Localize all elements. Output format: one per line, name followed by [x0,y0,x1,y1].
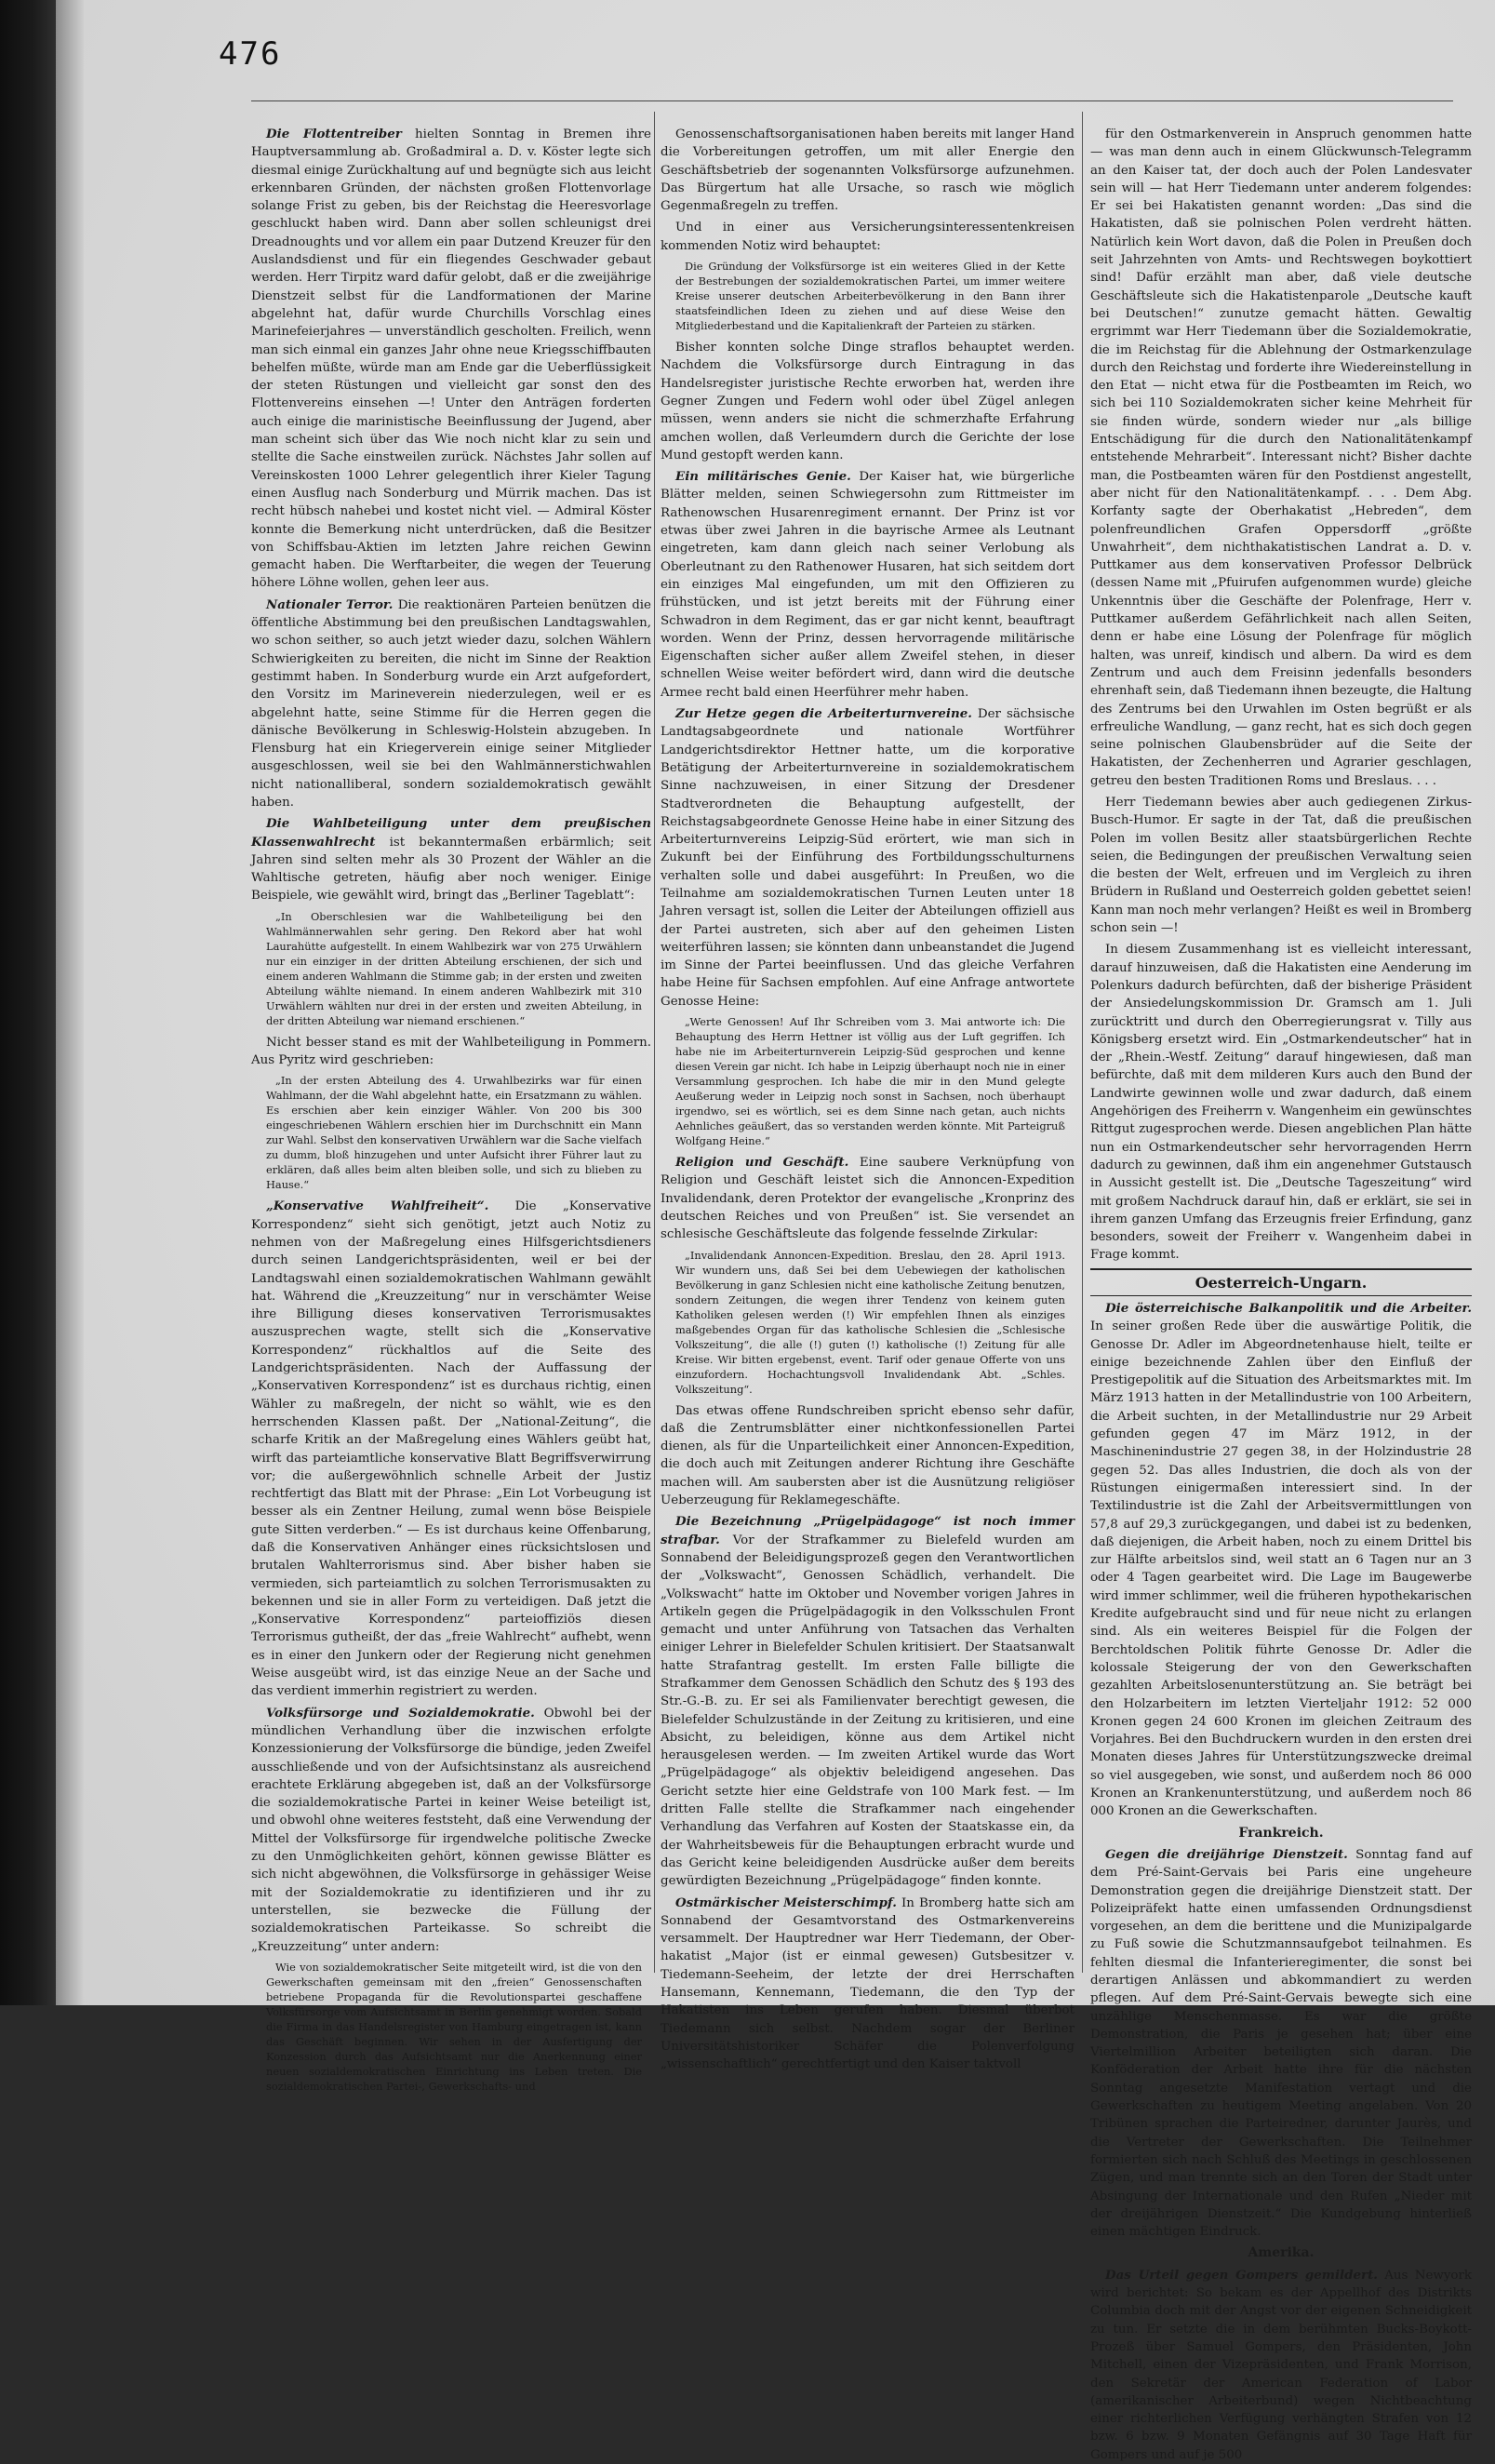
article-heading: Zur Hetze gegen die Arbeiterturnvereine. [675,706,972,722]
article-text: Nicht besser stand es mit der Wahlbeteiligung in Pommern. Aus Pyritz wird geschrieben: [251,1035,651,1068]
page-shadow-edge [56,0,84,2005]
column-middle [661,126,1075,2072]
article-text: In Bromberg hatte sich am Sonnabend der Gesamtvorstand des Ostmarkenvereins versammelt. Der Hauptredner war Herr Tiedemann, der Ober-hakatist „Major (ist er einmal gewesen) Gutsbesitzer v. Tiedemann-Seeheim, der letzte der drei Herrschaften Hansemann, Kennemann, Tiedemann, die den Typ der Hakatisten ins Leben gerufen haben. Diesmal überbot Tiedemann sich selbst. Nachdem sogar der Berliner Universitätshistoriker Schäfer die Polenverfolgung „wissenschaftlich“ gerechtfertigt und den Kaiser taktvoll [661,1895,1075,2072]
article-text: In seiner großen Rede über die auswärtige Politik, die Genosse Dr. Adler im Abgeordnetenhause hielt, teilte er einige bezeichnende Zahlen über den Einfluß der Prestigepolitik auf die Situation des Arbeitsmarktes mit. Im März 1913 hatten in der Metallindustrie von 100 Arbeitern, die Arbeit suchten, in der Metallindustrie nur 29 Arbeit gefunden gegen 47 im März 1912, in der Maschinenindustrie 27 gegen 38, in der Holzindustrie 28 gegen 52. Das alles Industrien, die doch als von der Rüstungen einigermaßen interessiert sind. In der Textilindustrie ist die Zahl der Arbeitsvermittlungen von 57,8 auf 29,3 zurückgegangen, und dabei ist zu bedenken, daß diejenigen, die Arbeit haben, noch zu einem Drittel bis zur Hälfte arbeitslos sind, weil statt an 6 Tagen nur an 3 oder 4 Tagen gearbeitet wird. Die Lage im Baugewerbe wird immer schlimmer, weil die früheren hypothekarischen Kredite aufgebraucht sind und für neue nicht zu erlangen sind. Als ein weiteres Beispiel für die Folgen der Berchtoldschen Politik führte Genosse Dr. Adler die kolossale Steigerung der von den Gewerkschaften gezahlten Arbeitslosenunterstützung an. Sie beträgt bei den Holzarbeitern im letzten Vierteljahr 1912: 52 000 Kronen gegen 24 600 Kronen im gleichen Zeitraum des Vorjahres. Bei den Buchdruckern wurden in den ersten drei Monaten dieses Jahres für Unterstützungszwecke dreimal so viel ausgegeben, wie sonst, und außerdem noch 86 000 Kronen an Krankenunterstützung, und außerdem noch 86 000 Kronen an die Gewerkschaften. [1090,1319,1472,1819]
article-heading: Volksfürsorge und Sozialdemokratie. [266,1705,535,1721]
column-left [251,126,652,2093]
article-heading: „Konservative Wahlfreiheit“. [266,1199,489,1214]
article-militaerisches-genie [661,468,1075,702]
quote-block: „In Oberschlesien war die Wahlbeteiligung bei den Wahlmännerwahlen sehr gering. Den Rekord aber hat wohl Laurahütte aufgestellt. In einem Wahlbezirk war von 275 Urwählern nur ein einziger in der dritten Abteilung erschienen, der sich und einem anderen Wahlmann die Stimme gab; in der ersten und zweiten Abteilung wählte niemand. In einem anderen Wahlbezirk mit 310 Urwählern wählten nur drei in der ersten und zweiten Abteilung, in der dritten Abteilung war niemand erschienen.“ [266,909,642,1027]
article-text: Aus Newyork wird berichtet: So bekam es der Appellhof des Distrikts Columbia doch mit der Angst vor der eigenen Schneidigkeit zu tun. Er setzte die in dem berühmten Bucks-Boykott-Prozeß über Samuel Gompers, den Präsidenten, John Mitchell, einen der Vizepräsidenten, und Frank Morrison, den Sekretär der American Federation of Labor (amerikanischer Arbeiterbund) wegen Nichtbeachtung einer richterlichen Verfügung verhängten Strafen von 12 bzw. 6 bzw. 9 Monaten Gefängnis auf 30 Tage Haft für Gompers und auf je 500 [1090,2268,1473,2462]
quote-block: „In der ersten Abteilung des 4. Urwahlbezirks war für einen Wahlmann, der die Wahl abgelehnt hatte, ein Ersatzmann zu wählen. Es erschien aber kein einziger Wähler. Von 200 bis 300 eingeschriebenen Wählern erschien hier im Durchschnitt ein Mann zur Wahl. Selbst den konservativen Urwählern war die Sache vielfach zu dumm, bloß hinzugehen und unter Aufsicht ihrer Führer laut zu erklären, daß alles beim alten bleiben solle, und sich zu blieben zu Hause.“ [266,1074,642,1192]
article-text: Genossenschaftsorganisationen haben bereits mit langer Hand die Vorbereitungen getroffen, um mit aller Energie den Geschäftsbetrieb der sogenannten Volksfürsorge aufzunehmen. Das Bürgertum hat alle Ursache, so rasch wie möglich Gegenmaßregeln zu treffen. [661,127,1075,214]
quote-block: „Invalidendank Annoncen-Expedition. Breslau, den 28. April 1913. Wir wundern uns, daß Sei bei dem Uebewiegen der katholischen Bevölkerung in ganz Schlesien nicht eine katholische Zeitung benutzen, sondern Zeitungen, die wegen ihrer Tendenz von keinem guten Katholiken gelesen werden (!) Wir empfehlen Ihnen als einziges maßgebendes Organ für das katholische Schlesien die „Schlesische Volkszeitung“, die alle (!) guten (!) katholische (!) Zeitung für alle Kreise. Wir bitten ergebenst, event. Tarif oder genaue Offerte von uns einzufordern. Hochachtungsvoll Invalidendank Abt. „Schles. Volkszeitung“. [675,1248,1065,1396]
article-text: ist bekanntermaßen erbärmlich; seit Jahren sind selten mehr als 30 Prozent der Wähler an die Wahltische getreten, häufig aber noch weniger. Einige Beispiele, wie gewählt wird, bringt das „Berliner Tageblatt“: [251,835,651,904]
article-text: Der Kaiser hat, wie bürgerliche Blätter melden, seinen Schwiegersohn zum Rittmeister im Rathenowschen Husarenregiment ernannt. Der Prinz ist vor etwas über zwei Jahren in die bayrische Armee als Leutnant eingetreten, kam dann gleich nach seiner Verlobung als Oberleutnant zu den Rathenower Husaren, hat sich seitdem dort ein einziges Mal eingefunden, um mit den Offizieren zu frühstücken, und ist jetzt bereits mit der Führung einer Schwadron in dem Regiment, das er gar nicht kennt, beauftragt worden. Wenn der Prinz, dessen hervorragende militärische Eigenschaften sicher außer allem Zweifel stehen, in dieser schnellen Weise weiter befördert wird, dann wird die deutsche Armee recht bald einen Heerführer mehr haben. [661,470,1075,700]
quote-block: Die Gründung der Volksfürsorge ist ein weiteres Glied in der Kette der Bestrebungen der sozialdemokratischen Partei, um immer weitere Kreise unserer deutschen Arbeiterbevölkerung in den Bann ihrer staatsfeindlichen Ideen zu ziehen und auf diese Weise den Mitgliederbestand und die Kapitalienkraft der Parteien zu stärken. [675,260,1065,333]
article-heading: Das Urteil gegen Gompers gemildert. [1105,2267,1378,2283]
article-text: Das etwas offene Rundschreiben spricht ebenso sehr dafür, daß die Zentrumsblätter einer nichtkonfessionellen Partei dienen, als für die Unparteilichkeit einer Annoncen-Expedition, die doch auch mit Zeitungen anderer Richtung ihre Geschäfte machen will. Am saubersten aber ist die Ausnützung religiöser Ueberzeugung für Reklamegeschäfte. [661,1403,1075,1508]
article-text: für den Ostmarkenverein in Anspruch genommen hatte — was man denn auch in einem Glückwunsch-Telegramm an den Kaiser tat, der doch auch der Polen Landesvater sein will — hat Herr Tiedemann unter anderem folgendes: Er sei bei Hakatisten genannt worden: „Das sind die Hakatisten, daß sie polnischen Polen verdreht hätten. Natürlich kein Wort davon, daß die Polen in Preußen doch seit Jahrzehnten von Amts- und Rechtswegen boykottiert sind! Dafür erzählt man aber, daß viele deutsche Geschäftsleute sich die Hakatistenparole „Deutsche kauft bei Deutschen!“ zunutze gemacht hätten. Gewaltig ergrimmt war Herr Tiedemann über die Sozialdemokratie, die im Reichstag für die Ablehnung der Ostmarkenzulage durch den Reichstag und forderte ihre Wiedereinstellung in den Etat — nicht etwa für die Postbeamten im Reich, wo sich bei 110 Sozialdemokraten sicher keine Mehrheit für sie finden würde, sondern wieder nur „als billige Entschädigung für die durch den Nationalitätenkampf entstehende Mehrarbeit“. Interessant nicht? Bisher dachte man, die Postbeamten wären für den Postdienst angestellt, aber nicht für den Nationalitätenkampf. . . . Dem Abg. Korfanty sagte der Oberhakatist „Hebreden“, dem polenfreundlichen Grafen Oppersdorff „größte Unwahrheit“, dem nichthakatistischen Landrat a. D. v. Puttkamer aus dem konservativen Professor Delbrück (dessen Name mit „Pfuirufen aufgenommen wurde) gleiche Unkenntnis über die Geschäfte der Polenfrage, Herr v. Puttkamer außerdem Gefährlichkeit nach allen Seiten, denn er habe eine Lösung der Polenfrage für möglich halten, was unreif, kindisch und albern. Da wird es dem Zentrum und auch dem Freisinn jedenfalls besonders ehrenhaft sein, daß Tiedemann ihnen bezeugte, die Haltung des Zentrums bei den Urwahlen im Osten begrüßt er als erfreuliche Wandlung, — ganz recht, hat es sich doch gegen seine polnischen Glaubensbrüder auf die Seite der Hakatisten, der Zechenherren und Agrarier geschlagen, getreu den besten Traditionen Roms und Breslaus. . . . [1090,127,1472,788]
article-heading: Religion und Geschäft. [675,1155,849,1171]
article-heading: Die Wahlbeteiligung unter dem preußischen Klassenwahlrecht [251,816,651,850]
article-dienstzeit [1090,1846,1472,2242]
quote-block: Wie von sozialdemokratischer Seite mitgeteilt wird, ist die von den Gewerkschaften gemeinsam mit den „freien“ Genossenschaften betriebene Propaganda für die Revolutionspartei geschaffene Volksfürsorge vom Aufsichtsamt in Berlin genehmigt worden. Sobald die Firma in das Handelsregister von Hamburg eingetragen ist, kann das Geschäft beginnen. Wir sehen in der Ausfertigung der Konzession durch das Aufsichtsamt nur die Anerkennung einer neuen sozialdemokratischen Einrichtung ins Leben treten. Die sozialdemokratischen Partei-, Gewerkschafts- und [266,1960,642,2093]
article-pruegelpaedagoge [661,1513,1075,1890]
article-text: Der sächsische Landtagsabgeordnete und nationale Wortführer Landgerichtsdirektor Hettner hatte, um die korporative Betätigung der Arbeiterturnvereine in sozialdemokratischem Sinne nachzuweisen, in einer Sitzung der Dresdener Stadtverordneten die Behauptung aufgestellt, der Reichstagsabgeordnete Genosse Heine habe in einer Sitzung des Arbeiterturnvereins Leipzig-Süd erörtert, wie man sich in Zukunft bei der Einführung des Fortbildungsschulturnens verhalten solle und dabei ausgeführt: In Preußen, wo die Teilnahme am sozialdemokratischen Turnen Leuten unter 18 Jahren versagt ist, sollen die Leiter der Abteilungen offiziell aus der Partei austreten, sich aber auf den geheimen Listen weiterführen lassen; sie könnten dann unbeanstandet die Jugend im Sinne der Partei beeinflussen. Und das gleiche Verfahren habe Heine für Sachsen empfohlen. Auf eine Anfrage antwortete Genosse Heine: [661,707,1075,1009]
article-heading: Die Bezeichnung „Prügelpädagoge“ ist noch immer strafbar. [661,1514,1075,1547]
page-number: 476 [219,35,282,73]
article-text: In diesem Zusammenhang ist es vielleicht interessant, darauf hinzuweisen, daß die Hakatisten eine Aenderung im Polenkurs dadurch befürchten, daß der bisherige Präsident der Ansiedelungskommission Dr. Gramsch am 1. Juli zurücktritt und durch den Oberregierungsrat v. Tilly aus Königsberg ersetzt wird. Ein „Ostmarkendeutscher“ hat in der „Rhein.-Westf. Zeitung“ darauf hingewiesen, daß man befürchte, daß mit dem milderen Kurs auch den Bund der Landwirte gewinnen wolle und zwar dadurch, daß einem Angehörigen des Freiherrn v. Wangenheim ein gewünschtes Rittgut zugesprochen werde. Diesen angeblichen Plan hätte nun ein Ostmarkendeutscher sehr hervorragenden Herrn dadurch zu gewinnen, daß ihm ein angenehmer Gutstausch in Aussicht gestellt ist. Die „Deutsche Tageszeitung“ wird mit großem Nachdruck darauf hin, daß er erklärt, sie sei in ihrem ganzen Umfang das Erzeugnis freier Erfindung, ganz besonders, soweit der Freiherr v. Wangenheim dabei in Frage kommt. [1090,943,1472,1263]
article-gompers [1090,2267,1472,2464]
article-heading: Die Flottentreiber [266,127,402,141]
article-heading: Ostmärkischer Meisterschimpf. [675,1895,897,1910]
article-text: Sonntag fand auf dem Pré-Saint-Gervais bei Paris eine ungeheure Demonstration gegen die dreijährige Dienstzeit statt. Der Polizeipräfekt hatte einen umfassenden Ordnungsdienst vorgesehen, an dem die berittene und die Munizipalgarde zu Fuß sowie die Schutzmannsaufgebot teilnahmen. Es fehlten diesmal die Infanterieregimenter, die sonst bei derartigen Anlässen und abkommandiert zu werden pflegen. Auf dem Pré-Saint-Gervais bewegte sich eine unzählige Menschenmasse. Es war die größte Demonstration, die Paris je gesehen hat; über eine Viertelmillion Arbeiter beteiligten sich daran. Die Konföderation der Arbeit hatte ihre für die nächsten Sonntag angesetzte Manifestation vertagt und die Gewerkschaften zu heutigem Meeting angelaben. Von 20 Tribünen sprachen die Parteiredner, darunter Jaurès, und die Vertreter der Gewerkschaften. Die Teilnehmer formierten sich nach Schluß des Meetings in geschlossenen Zügen, und man trennte sich an den Toren der Stadt unter Absingung der Internationale und den Rufen „Nieder mit der dreijährigen Dienstzeit.“ Die Kundgebung hinterließ einen mächtigen Eindruck. [1090,1847,1472,2240]
newspaper-page [56,0,1495,2462]
article-text: Eine saubere Verknüpfung von Religion und Geschäft leistet sich die Annoncen-Expedition Invalidendank, deren Protektor der evangelische „Kronprinz des deutschen Reiches und von Preußen“ ist. Sie versendet an schlesische Geschäftsleute das folgende fesselnde Zirkular: [661,1156,1075,1242]
article-religion-und-geschaeft [661,1154,1075,1243]
column-right [1090,126,1473,2462]
article-heading: Gegen die dreijährige Dienstzeit. [1105,1846,1348,1862]
article-meisterschimpf [661,1895,1075,2074]
section-heading-oesterreich-ungarn: Oesterreich-Ungarn. [1090,1268,1472,1296]
article-text: Und in einer aus Versicherungsinteressentenkreisen kommenden Notiz wird behauptet: [661,221,1075,253]
article-text: Die „Konservative Korrespondenz“ sieht sich genötigt, jetzt auch Notiz zu nehmen von der Maßregelung eines Hilfsgerichtsdieners durch seinen Landgerichtspräsidenten, weil er bei der Landtagswahl einen sozialdemokratischen Wahlmann gewählt hat. Während die „Kreuzzeitung“ nur in verschämter Weise ihre Billigung dieses konservativen Terrorismusaktes auszusprechen wagte, stellt sich die „Konservative Korrespondenz“ rückhaltlos auf die Seite des Landgerichtspräsidenten. Nach der Auffassung der „Konservativen Korrespondenz“ ist es durchaus richtig, einen Wähler zu maßregeln, der nicht so wählt, wie es den herrschenden Klassen paßt. Der „National-Zeitung“, die scharfe Kritik an der Maßregelung eines Wählers geübt hat, wirft das parteiamtliche konservative Blatt Begriffsverwirrung vor; die außergewöhnlich schnelle Arbeit der Justiz rechtfertigt das Blatt mit der Phrase: „Ein Lot Vorbeugung ist besser als ein Zentner Heilung, zumal wenn böse Beispiele gute Sitten verderben.“ — Es ist durchaus keine Offenbarung, daß die Konservativen Anhänger eines rücksichtslosen und brutalen Wahlterrorismus sind. Aber bisher haben sie vermieden, sich parteiamtlich zu solchen Terrorismusakten zu bekennen und sie in aller Form zu verteidigen. Daß jetzt die „Konservative Korrespondenz“ parteioffiziös diesen Terrorismus gutheißt, der das „freie Wahlrecht“ aufhebt, wenn es in einer den Junkern oder der Regierung nicht genehmen Weise ausgeübt wird, ist das einzige Neue an der Sache und das verdient immerhin registriert zu werden. [251,1199,651,1699]
article-heading: Nationaler Terror. [266,596,394,612]
article-wahlbeteiligung [251,815,651,904]
article-text: hielten Sonntag in Bremen ihre Hauptversammlung ab. Großadmiral a. D. v. Köster legte sich diesmal einige Zurückhaltung auf und begnügte sich aus leicht erkennbaren Gründen, der nächsten großen Flottenvorlage solange Frist zu geben, bis der Reichstag die Heeresvorlage geschluckt haben wird. Dann aber sollen schleunigst drei Dreadnoughts und vor allem ein paar Dutzend Kreuzer für den Auslandsdienst und für ein fliegendes Geschwader gebaut werden. Herr Tirpitz ward dafür gelobt, daß er die zweijährige Dienstzeit selbst für die Landformationen der Marine abgelehnt hat, dafür wurde Churchills Vorschlag eines Marinefeierjahres — unverständlich gescholten. Freilich, wenn man sich einmal ein ganzes Jahr ohne neue Kriegsschiffbauten behelfen müßte, würde man am Ende gar die Ueberflüssigkeit der steten Rüstungen und vielleicht gar sonst den des Flottenvereins einsehen —! Unter den Anträgen forderten auch einige die marinistische Beeinflussung der Jugend, aber man scheint sich über das Wie noch nicht klar zu sein und stellte die Sache einstweilen zurück. Nächstes Jahr sollen auf Vereinskosten 1000 Lehrer gelegentlich ihrer Kieler Tagung einen Ausflug nach Sonderburg und Mürrik machen. Das ist recht hübsch nahebei und kostet nicht viel. — Admiral Köster konnte die Bemerkung nicht unterdrücken, daß die Besitzer von Schiffsbau-Aktien im letzten Jahre reichen Gewinn gemacht haben. Die Werftarbeiter, die wegen der Teuerung höhere Löhne wollen, gehen leer aus. [251,127,651,591]
article-flottentreiber [251,126,651,593]
book-binding [0,0,56,2005]
column-divider [1082,112,1083,1973]
article-text: Bisher konnten solche Dinge straflos behauptet werden. Nachdem die Volksfürsorge durch Eintragung in das Handelsregister juristische Rechte erworben hat, werden ihre Gegner Zungen und Federn wohl oder übel Zügel anlegen müssen, wenn anders sie nicht die schmerzhafte Erfahrung amchen wollen, daß Verleumdern durch die Gerichte der lose Mund gestopft werden kann. [661,341,1075,462]
quote-block: „Werte Genossen! Auf Ihr Schreiben vom 3. Mai antworte ich: Die Behauptung des Herrn Hettner ist völlig aus der Luft gegriffen. Ich habe nie im Arbeiterturnverein Leipzig-Süd gesprochen und kenne diesen Verein gar nicht. Ich habe in Leipzig überhaupt noch nie in einer Versammlung gesprochen. Ich habe die mir in den Mund gelegte Aeußerung weder in Leipzig noch sonst in Sachsen, noch überhaupt irgendwo, sei es wörtlich, sei es dem Sinne nach getan, auch nichts Aehnliches geäußert, das so verstanden werden könnte. Mit Parteigruß Wolfgang Heine.“ [675,1015,1065,1148]
column-divider [654,112,655,1973]
article-arbeiterturnvereine [661,705,1075,1011]
article-text: Vor der Strafkammer zu Bielefeld wurden am Sonnabend der Beleidigungsprozeß gegen den Verantwortlichen der „Volkswacht“, Genossen Schädlich, verhandelt. Die „Volkswacht“ hatte im Oktober und November vorigen Jahres in Artikeln gegen die Prügelpädagogik in den Volksschulen Front gemacht und unter Anführung von Tatsachen das Verhalten einiger Lehrer in Bielefelder Schulen kritisiert. Der Staatsanwalt hatte Strafantrag gestellt. Im ersten Falle billigte die Strafkammer dem Genossen Schädlich den Schutz des § 193 des Str.-G.-B. zu. Er sei als Familienvater berechtigt gewesen, die Bielefelder Schulzustände in der Zeitung zu kritisieren, und eine Absicht, zu beleidigen, könne aus dem Artikel nicht herausgelesen werden. — Im zweiten Artikel wurde das Wort „Prügelpädagoge“ als objektiv beleidigend angesehen. Das Gericht setzte hier eine Geldstrafe von 100 Mark fest. — Im dritten Falle stellte die Strafkammer nach eingehender Verhandlung das Verfahren auf Kosten der Staatskasse ein, da der Wahrheitsbeweis für die Behauptungen erbracht wurde und das Gericht keine beleidigenden Ausdrücke außer dem bereits gewürdigten Bezeichnung „Prügelpädagoge“ finden konnte. [661,1533,1075,1889]
article-balkanpolitik [1090,1300,1472,1821]
article-nationaler-terror [251,596,651,812]
article-volksfuersorge [251,1705,651,1956]
article-heading: Die österreichische Balkanpolitik und die Arbeiter. [1105,1301,1472,1316]
section-heading-frankreich: Frankreich. [1238,1825,1324,1841]
section-heading-amerika: Amerika. [1248,2245,1315,2261]
article-konservative-wahlfreiheit [251,1198,651,1700]
article-heading: Ein militärisches Genie. [675,469,851,485]
header-rule [251,100,1453,101]
article-text: Herr Tiedemann bewies aber auch gediegenen Zirkus-Busch-Humor. Er sagte in der Tat, daß die preußischen Polen im vollen Besitz aller staatsbürgerlichen Rechte seien, die Bedingungen der preußischen Verwaltung seien die besten der Welt, erfreuen und im Vergleich zu ihren Brüdern in Rußland und Oesterreich golden gebettet seien! Kann man noch mehr verlangen? Heißt es weil in Bromberg schon sein —! [1090,795,1472,936]
article-text: Obwohl bei der mündlichen Verhandlung über die inzwischen erfolgte Konzessionierung der Volksfürsorge die bündige, jeden Zweifel ausschließende und von der Aufsichtsinstanz als ausreichend erachtete Erklärung abgegeben ist, daß an der Volksfürsorge die sozialdemokratische Partei in keiner Weise beteiligt ist, und obwohl ohne weiteres feststeht, daß eine Verwendung der Mittel der Volksfürsorge für irgendwelche politische Zwecke zu den Unmöglichkeiten gehört, können gewisse Blätter es sich nicht abgewöhnen, die Volksfürsorge in gehässiger Weise mit der Sozialdemokratie zu identifizieren und ihr zu unterstellen, sie bezwecke die Füllung der sozialdemokratischen Parteikasse. So schreibt die „Kreuzzeitung“ unter andern: [251,1706,652,1954]
article-text: Die reaktionären Parteien benützen die öffentliche Abstimmung bei den preußischen Landtagswahlen, wo schon seither, so auch jetzt wieder dazu, solchen Wählern Schwierigkeiten zu bereiten, die nicht im Sinne der Reaktion gestimmt haben. In Sonderburg wurde ein Arzt aufgefordert, den Vorsitz im Marineverein niederzulegen, weil er es abgelehnt hatte, seine Stimme für die Herren gegen die dänische Bevölkerung in Schleswig-Holstein abzugeben. In Flensburg hat ein Kriegerverein einige seiner Mitglieder ausgeschlossen, weil sie bei den Wahlmännerstichwahlen nicht nationalliberal, sondern sozialdemokratisch gewählt haben. [251,597,651,810]
